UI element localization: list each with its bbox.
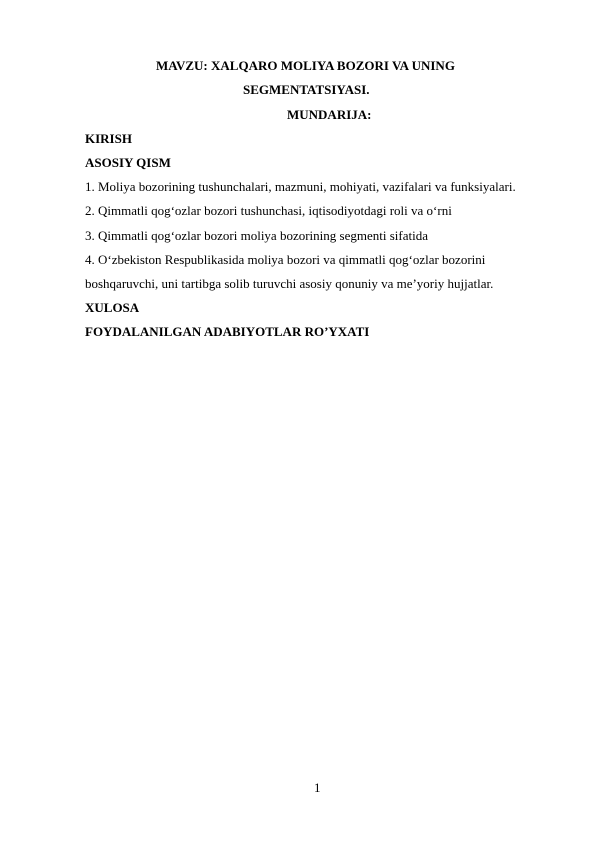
title-line-1: MAVZU: XALQARO MOLIYA BOZORI VA UNING [156,58,455,73]
toc-intro: KIRISH [85,131,132,146]
toc-item-1: 1. Moliya bozorining tushunchalari, mazmuni, mohiyati, vazifalari va funksiyalari. [85,179,516,194]
toc-item-4-line-1: 4. O‘zbekiston Respublikasida moliya bozori va qimmatli qog‘ozlar bozorini [85,252,486,267]
title-line-2: SEGMENTATSIYASI. [243,82,370,97]
toc-item-2: 2. Qimmatli qog‘ozlar bozori tushunchasi, iqtisodiyotdagi roli va o‘rni [85,203,452,218]
toc-item-4-line-2: boshqaruvchi, uni tartibga solib turuvchi asosiy qonuniy va me’yoriy hujjatlar. [85,276,494,291]
contents-heading: MUNDARIJA: [287,107,372,122]
toc-conclusion: XULOSA [85,300,140,315]
toc-item-3: 3. Qimmatli qog‘ozlar bozori moliya bozorining segmenti sifatida [85,228,428,243]
page-number: 1 [314,780,321,795]
toc-main-part: ASOSIY QISM [85,155,171,170]
toc-references: FOYDALANILGAN ADABIYOTLAR RO’YXATI [85,324,370,339]
